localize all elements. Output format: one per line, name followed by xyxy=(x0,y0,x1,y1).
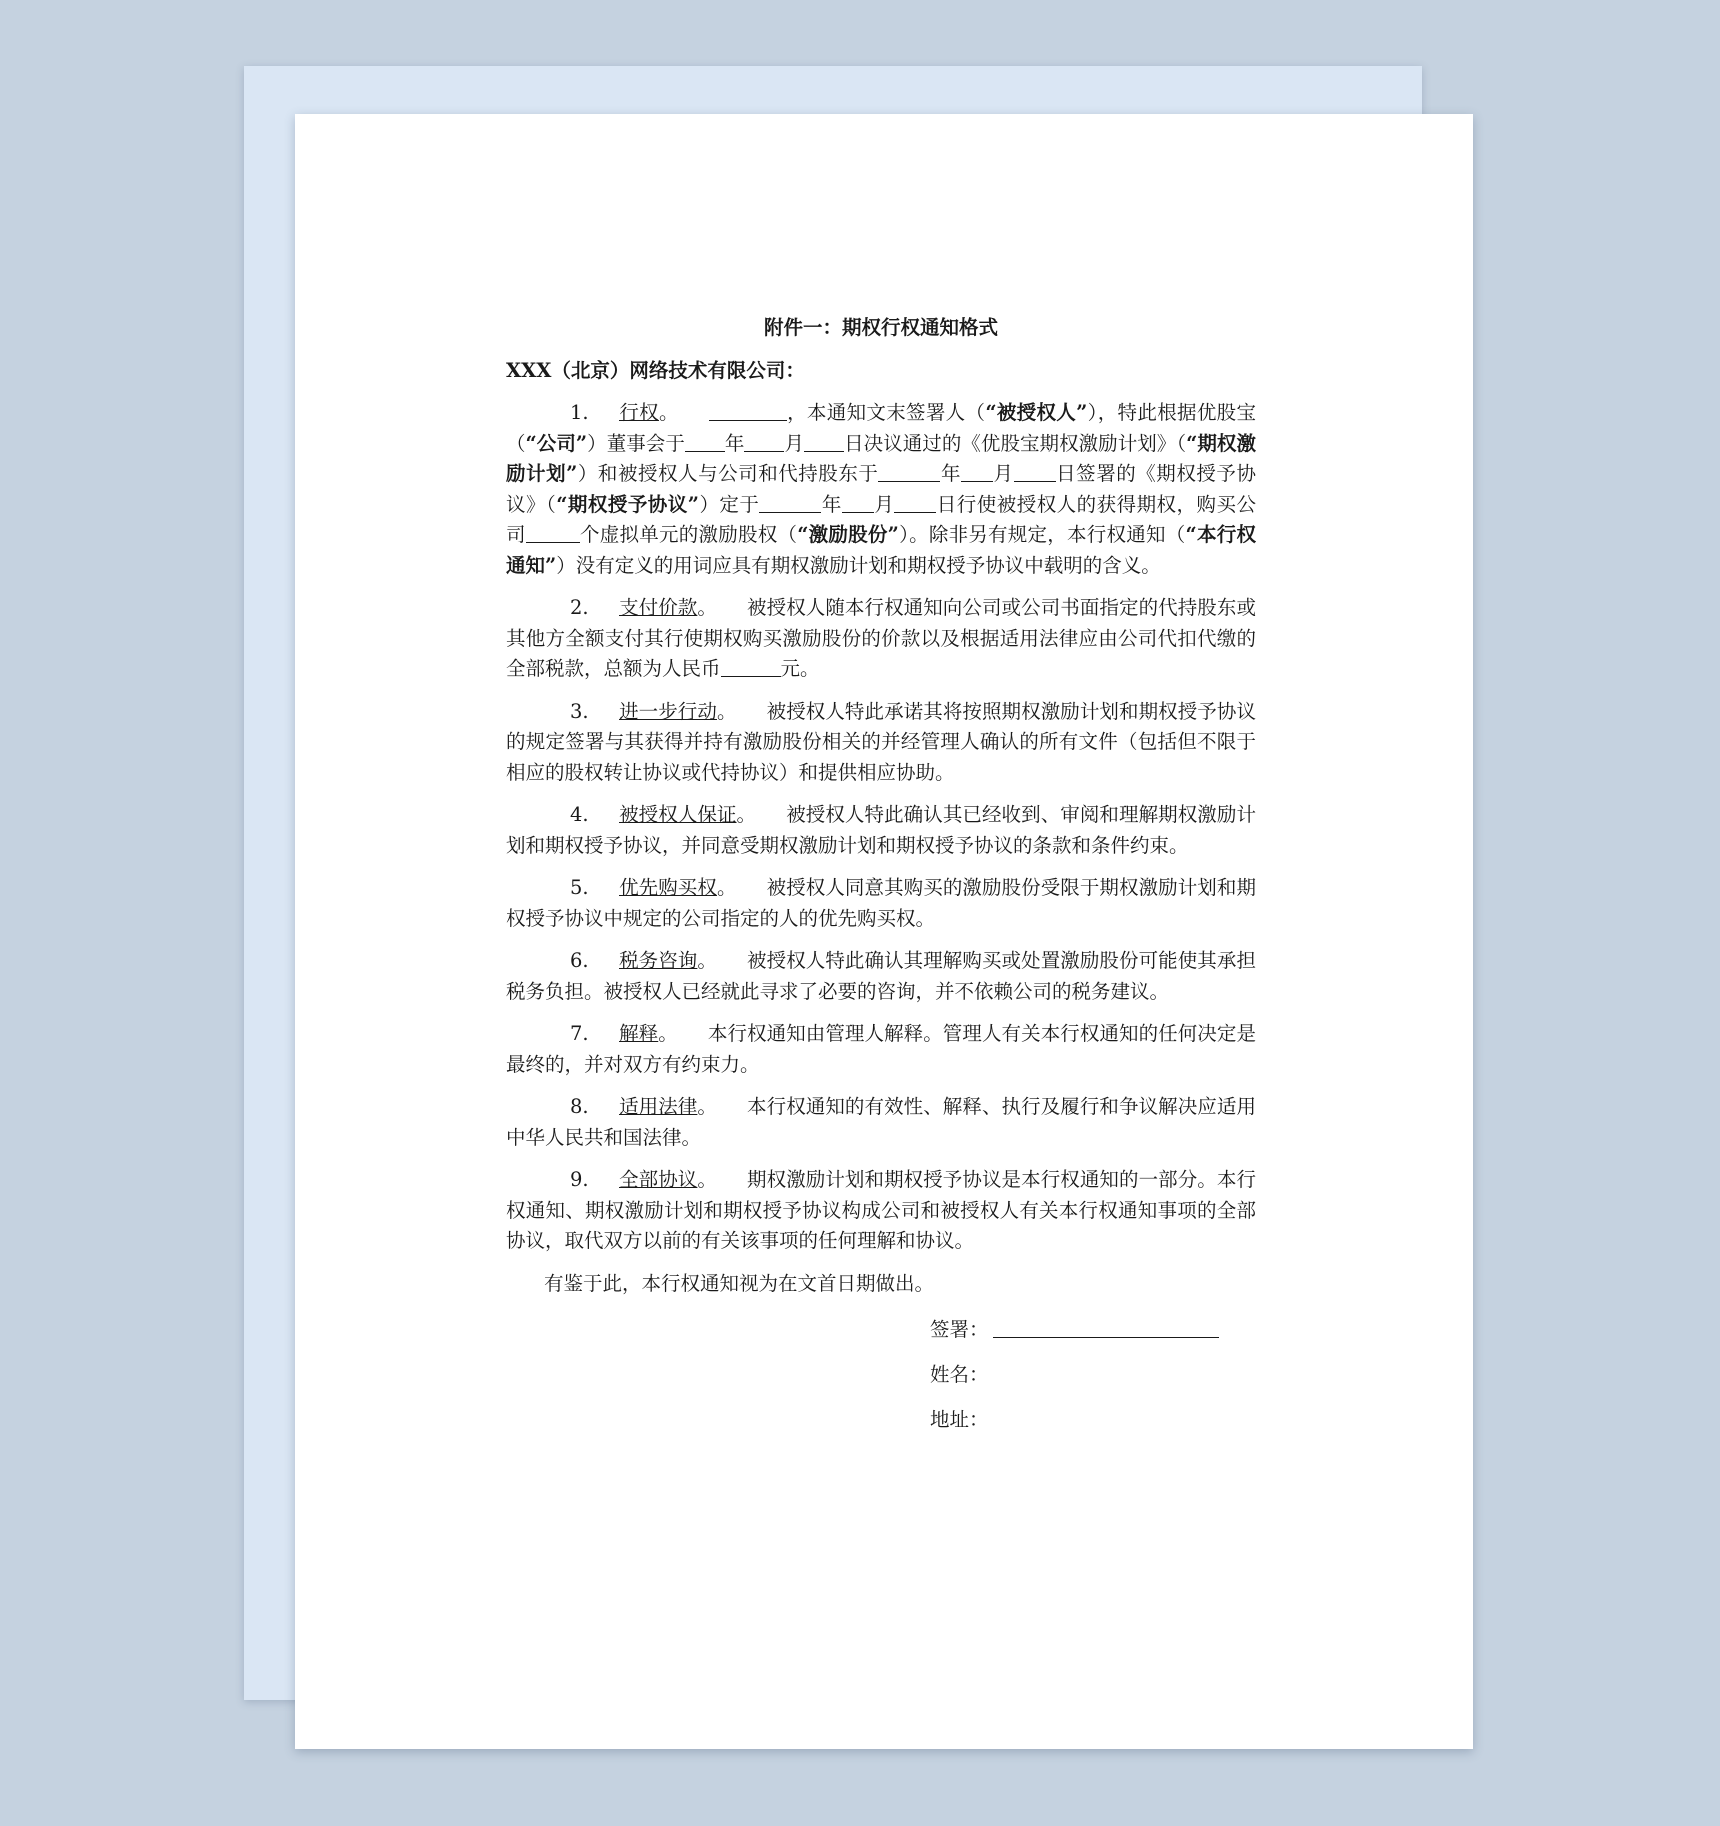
clause-4: 4. 被授权人保证。 被授权人特此确认其已经收到、审阅和理解期权激励计划和期权授予协议，并同意受期权激励计划和期权授予协议的条款和条件约束。 xyxy=(506,800,1256,861)
defined-term: “本行权通知” xyxy=(506,523,1256,577)
clause-number: 5. xyxy=(570,876,589,899)
clause-6: 6. 税务咨询。 被授权人特此确认其理解购买或处置激励股份可能使其承担税务负担。被授权人已经就此寻求了必要的咨询，并不依赖公司的税务建议。 xyxy=(506,946,1256,1007)
clause-8: 8. 适用法律。 本行权通知的有效性、解释、执行及履行和争议解决应适用中华人民共和国法律。 xyxy=(506,1092,1256,1153)
document-content xyxy=(506,313,1256,1450)
closing-statement: 有鉴于此，本行权通知视为在文首日期做出。 xyxy=(544,1271,935,1295)
blank-board-year[interactable] xyxy=(685,431,725,452)
blank-exercise-month[interactable] xyxy=(842,492,874,513)
defined-term: “公司” xyxy=(525,431,588,455)
clause-heading: 支付价款 xyxy=(619,596,698,619)
clause-heading: 优先购买权 xyxy=(619,876,717,899)
clause-2: 2. 支付价款。 被授权人随本行权通知向公司或公司书面指定的代持股东或其他方全额支付其行使期权购买激励股份的价款以及根据适用法律应由公司代扣代缴的全部税款，总额为人民币 元。 xyxy=(506,593,1256,685)
defined-term: “被授权人” xyxy=(985,401,1088,424)
defined-term: “激励股份” xyxy=(797,523,899,546)
blank-amount[interactable] xyxy=(721,656,781,677)
clause-number: 2. xyxy=(570,596,589,619)
company-addressee: XXX（北京）网络技术有限公司： xyxy=(506,358,805,382)
blank-sign-year[interactable] xyxy=(878,461,940,482)
clause-7: 7. 解释。 本行权通知由管理人解释。管理人有关本行权通知的任何决定是最终的，并对双方有约束力。 xyxy=(506,1019,1256,1080)
blank-board-month[interactable] xyxy=(744,431,784,452)
clause-number: 3. xyxy=(570,699,589,723)
blank-board-day[interactable] xyxy=(804,431,844,452)
clause-number: 4. xyxy=(570,803,589,826)
address-label: 地址： xyxy=(930,1408,989,1431)
clause-heading: 进一步行动 xyxy=(619,699,717,723)
blank-exercise-day[interactable] xyxy=(894,492,936,513)
clause-5: 5. 优先购买权。 被授权人同意其购买的激励股份受限于期权激励计划和期权授予协议中规定的公司指定的人的优先购买权。 xyxy=(506,873,1256,934)
blank-sign-day[interactable] xyxy=(1014,461,1056,482)
clause-heading: 全部协议 xyxy=(619,1168,698,1191)
blank-units[interactable] xyxy=(526,522,580,543)
defined-term: “期权授予协议” xyxy=(556,492,699,516)
clause-9: 9. 全部协议。 期权激励计划和期权授予协议是本行权通知的一部分。本行权通知、期权激励计划和期权授予协议构成公司和被授权人有关本行权通知事项的全部协议，取代双方以前的有关该事项的任何理解和协议。 xyxy=(506,1165,1256,1257)
document-page xyxy=(295,114,1473,1749)
clause-number: 8. xyxy=(570,1095,589,1118)
clause-number: 7. xyxy=(570,1022,589,1045)
clause-heading: 行权 xyxy=(619,401,659,424)
clause-heading: 适用法律 xyxy=(619,1095,698,1118)
blank-grantee[interactable] xyxy=(709,400,787,421)
clause-1: 1. 行权。 ，本通知文末签署人（“被授权人”），特此根据优股宝（“公司”）董事会于 年 月 日决议通过的《优股宝期权激励计划》（“期权激励计划”）和被授权人与公司和代持股东于 年 月 日签署的《期权授予协议》（“期权授予协议”）定于 年 月 日行使被授权人的获得期权，购买公司 个虚拟单元的激励股权（“激励股份”）。除非另有规定，本行权通知（“本行权通知”）没有定义的用词应具有期权激励计划和期权授予协议中载明的含义。 xyxy=(506,398,1256,581)
blank-sign-month[interactable] xyxy=(961,461,993,482)
blank-exercise-year[interactable] xyxy=(759,492,821,513)
name-label: 姓名： xyxy=(930,1363,989,1386)
signature-line[interactable] xyxy=(993,1315,1219,1338)
clause-heading: 被授权人保证 xyxy=(619,803,737,826)
clause-number: 6. xyxy=(570,949,589,972)
sign-label: 签署： xyxy=(930,1318,989,1341)
defined-term: “期权激励计划” xyxy=(506,431,1256,485)
heading-suffix: 。 xyxy=(658,401,679,424)
clause-heading: 解释 xyxy=(619,1022,659,1045)
clause-number: 9. xyxy=(570,1168,589,1191)
document-title: 附件一：期权行权通知格式 xyxy=(763,316,998,339)
signature-block xyxy=(930,1315,1256,1435)
clause-3: 3. 进一步行动。 被授权人特此承诺其将按照期权激励计划和期权授予协议的规定签署与其获得并持有激励股份相关的并经管理人确认的所有文件（包括但不限于相应的股权转让协议或代持协议）和提供相应协助。 xyxy=(506,697,1256,789)
clause-heading: 税务咨询 xyxy=(619,949,698,972)
clause-number: 1. xyxy=(570,401,589,424)
